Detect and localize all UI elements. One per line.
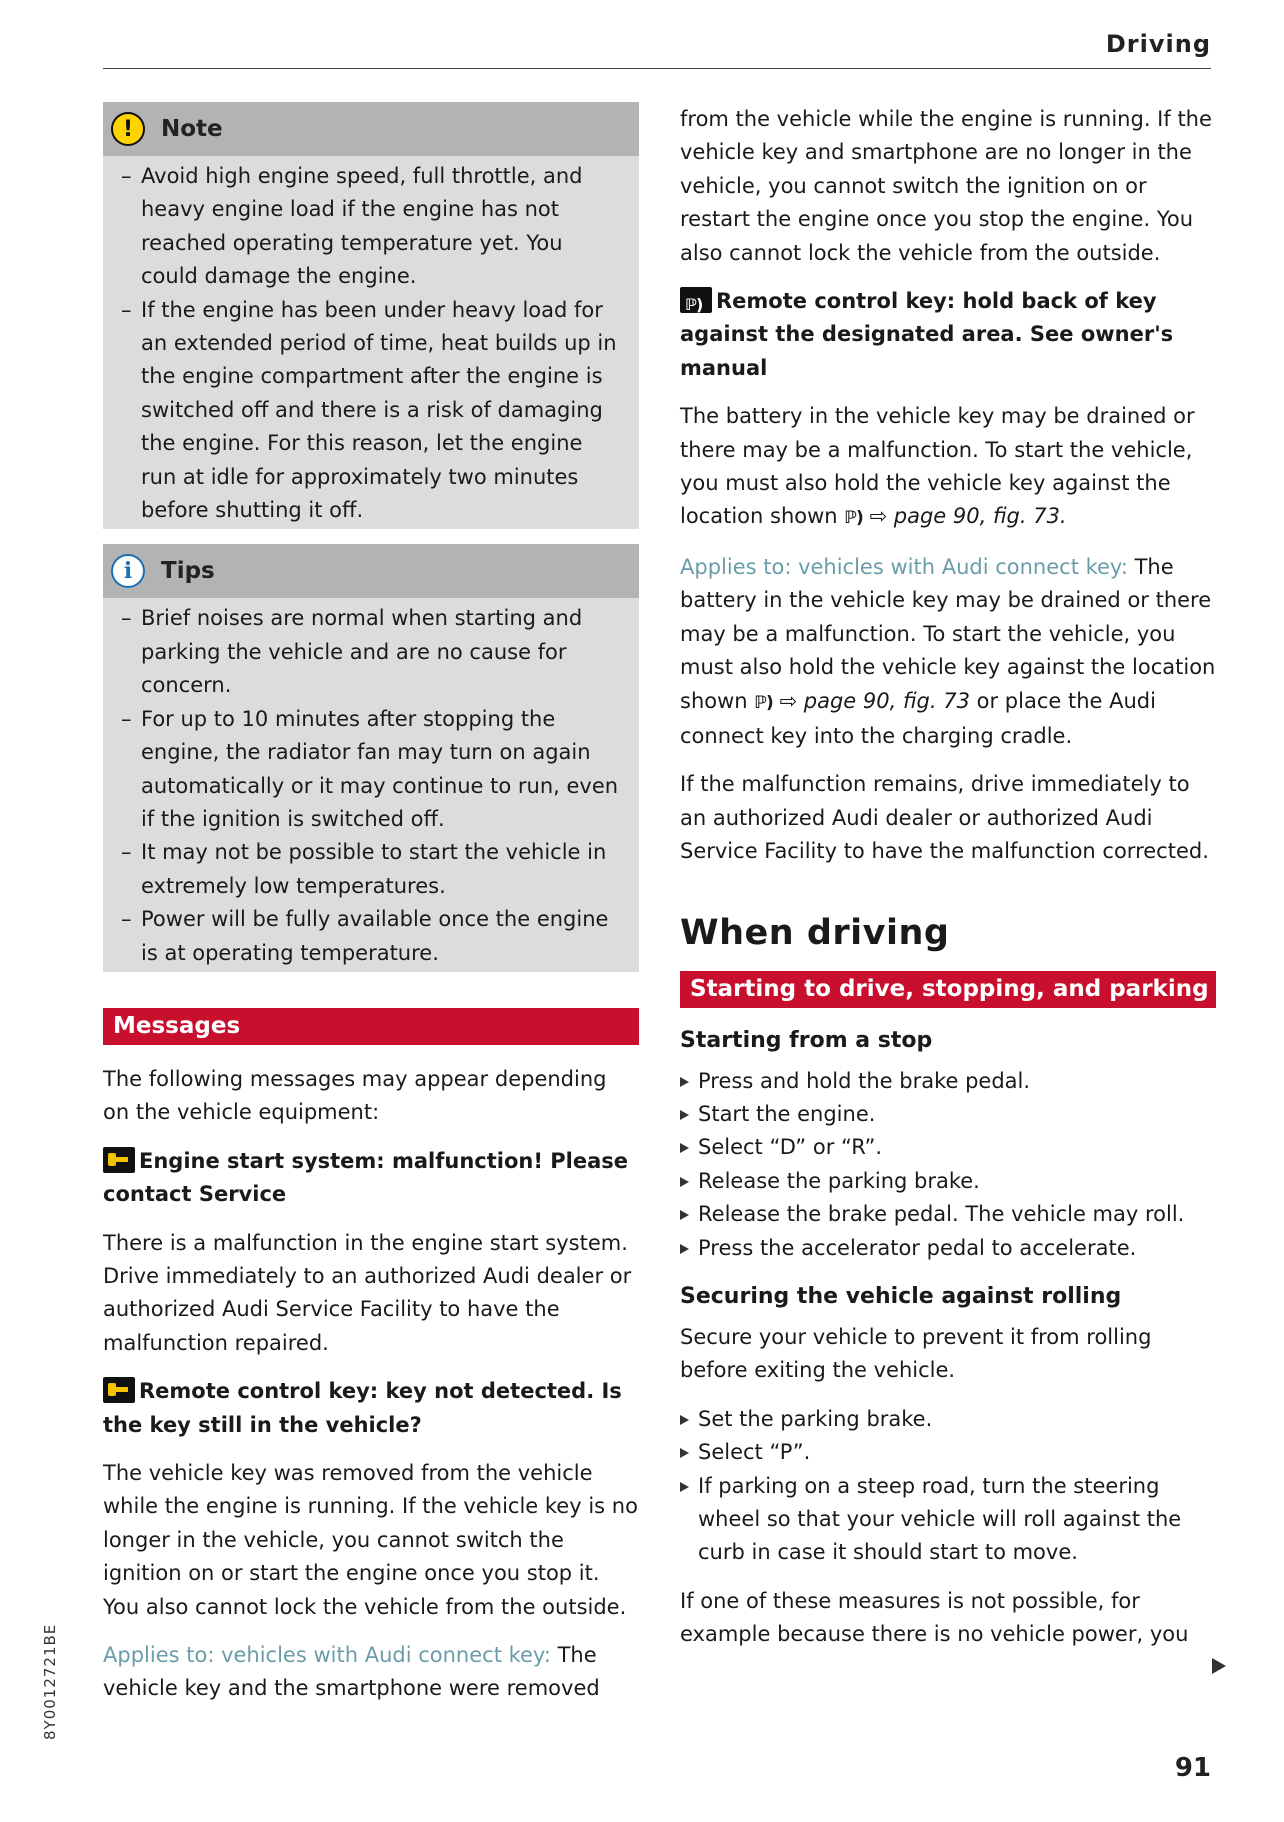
applies-label: Applies to: vehicles with Audi connect key: xyxy=(680,554,1128,579)
messages-intro: The following messages may appear depending on the vehicle equipment: xyxy=(103,1066,607,1125)
tips-item: – For up to 10 minutes after stopping the engine, the radiator fan may turn on again automatically or it may continue to run, even if the ignition is switched off. xyxy=(121,706,619,831)
note-item: – If the engine has been under heavy load for an extended period of time, heat builds up in the engine compartment after the engine is switched off and there is a risk of damaging the engine. For this reason, let the engine run at idle for approximately two minutes before shutting it off. xyxy=(121,297,617,523)
step-item: Press the accelerator pedal to accelerate. xyxy=(680,1232,1216,1265)
left-column xyxy=(103,102,639,1706)
step-item: If parking on a steep road, turn the steering wheel so that your vehicle will roll against the curb in case it should start to move. xyxy=(680,1470,1216,1570)
right-column xyxy=(680,103,1216,1652)
continue-arrow-icon xyxy=(1212,1658,1226,1674)
step-item: Release the parking brake. xyxy=(680,1165,1216,1198)
tips-box-body xyxy=(103,598,639,971)
tips-title: Tips xyxy=(161,558,215,585)
section-heading: When driving xyxy=(680,912,950,953)
message-engine-start-title: Engine start system: malfunction! Please contact Service xyxy=(103,1148,628,1207)
tips-item: – It may not be possible to start the vehicle in extremely low temperatures. xyxy=(121,840,607,898)
remote-key-icon: ℙ) xyxy=(680,287,712,313)
malfunction-remains-text: If the malfunction remains, drive immediately to an authorized Audi dealer or authorized Audi Service Facility to have the malfunction corrected. xyxy=(680,772,1209,864)
applies-paragraph-right: Applies to: vehicles with Audi connect key: The battery in the vehicle key may be drained or there may be a malfunction. To start the vehicle, you must also hold the vehicle key against the location shown ℙ) ⇨ page 90, fig. 73 or place the Audi connect key into the charging cradle. xyxy=(680,554,1216,748)
document-code: 8Y0012721BE xyxy=(41,1623,59,1740)
messages-heading: Messages xyxy=(103,1008,639,1045)
tips-item: – Brief noises are normal when starting and parking the vehicle and are no cause for concern. xyxy=(121,606,583,698)
securing-heading: Securing the vehicle against rolling xyxy=(680,1283,1122,1309)
applies-text: The vehicle key and the smartphone were removed xyxy=(103,1643,600,1701)
remote-symbol-icon: ℙ) xyxy=(754,692,773,713)
exclamation-icon: ! xyxy=(111,112,145,146)
subsection-heading: Starting to drive, stopping, and parking xyxy=(680,971,1216,1008)
message-hold-key-title: ℙ) Remote control key: hold back of key against the designated area. See owner's manual xyxy=(680,289,1174,380)
info-icon: i xyxy=(111,554,145,588)
step-item: Select “P”. xyxy=(680,1436,1216,1469)
page-section-title: Driving xyxy=(1105,30,1211,58)
message-engine-start-body: There is a malfunction in the engine start system. Drive immediately to an authorized Audi dealer or authorized Audi Service Facility to have the malfunction repaired. xyxy=(103,1230,632,1355)
step-item: Select “D” or “R”. xyxy=(680,1131,1216,1164)
note-box-body xyxy=(103,156,639,529)
applies-label: Applies to: vehicles with Audi connect key: xyxy=(103,1643,551,1668)
tips-box-header xyxy=(103,544,639,598)
tips-list xyxy=(121,602,621,969)
key-warning-icon xyxy=(103,1377,135,1403)
remote-symbol-icon: ℙ) xyxy=(844,508,863,529)
note-box-header xyxy=(103,102,639,156)
key-warning-icon xyxy=(103,1147,135,1173)
tips-box xyxy=(103,544,639,971)
note-list xyxy=(121,160,621,527)
note-box xyxy=(103,102,639,529)
page-reference[interactable]: ⇨ page 90, fig. 73. xyxy=(869,504,1067,529)
message-hold-key-body: The battery in the vehicle key may be drained or there may be a malfunction. To start the vehicle, you must also hold the vehicle key against the location shown ℙ) ⇨ page 90, fig. 73. xyxy=(680,404,1195,529)
starting-steps xyxy=(680,1065,1216,1265)
step-item: Set the parking brake. xyxy=(680,1403,1216,1436)
step-item: Press and hold the brake pedal. xyxy=(680,1065,1216,1098)
final-text: If one of these measures is not possible, for example because there is no vehicle power, you xyxy=(680,1588,1189,1647)
note-item: – Avoid high engine speed, full throttle, and heavy engine load if the engine has not reached operating temperature yet. You could damage the engine. xyxy=(121,164,583,289)
page-reference[interactable]: ⇨ page 90, fig. 73 xyxy=(779,688,970,713)
securing-intro: Secure your vehicle to prevent it from rolling before exiting the vehicle. xyxy=(680,1324,1152,1383)
securing-steps xyxy=(680,1403,1216,1570)
note-title: Note xyxy=(161,116,223,142)
step-item: Release the brake pedal. The vehicle may roll. xyxy=(680,1198,1216,1231)
page-number: 91 xyxy=(1174,1753,1211,1783)
applies-paragraph xyxy=(103,1639,639,1706)
continued-text: from the vehicle while the engine is running. If the vehicle key and smartphone are no longer in the vehicle, you cannot switch the ignition on or restart the engine once you stop the engine. You also cannot lock the vehicle from the outside. xyxy=(680,107,1212,265)
tips-item: – Power will be fully available once the engine is at operating temperature. xyxy=(121,907,609,965)
message-key-not-detected-title: Remote control key: key not detected. Is the key still in the vehicle? xyxy=(103,1379,622,1437)
message-key-not-detected-body: The vehicle key was removed from the vehicle while the engine is running. If the vehicle key is no longer in the vehicle, you cannot switch the ignition on or start the engine once you stop it. You also cannot lock the vehicle from the outside. xyxy=(103,1461,638,1619)
header-rule xyxy=(103,68,1211,69)
starting-heading: Starting from a stop xyxy=(680,1027,933,1053)
step-item: Start the engine. xyxy=(680,1098,1216,1131)
